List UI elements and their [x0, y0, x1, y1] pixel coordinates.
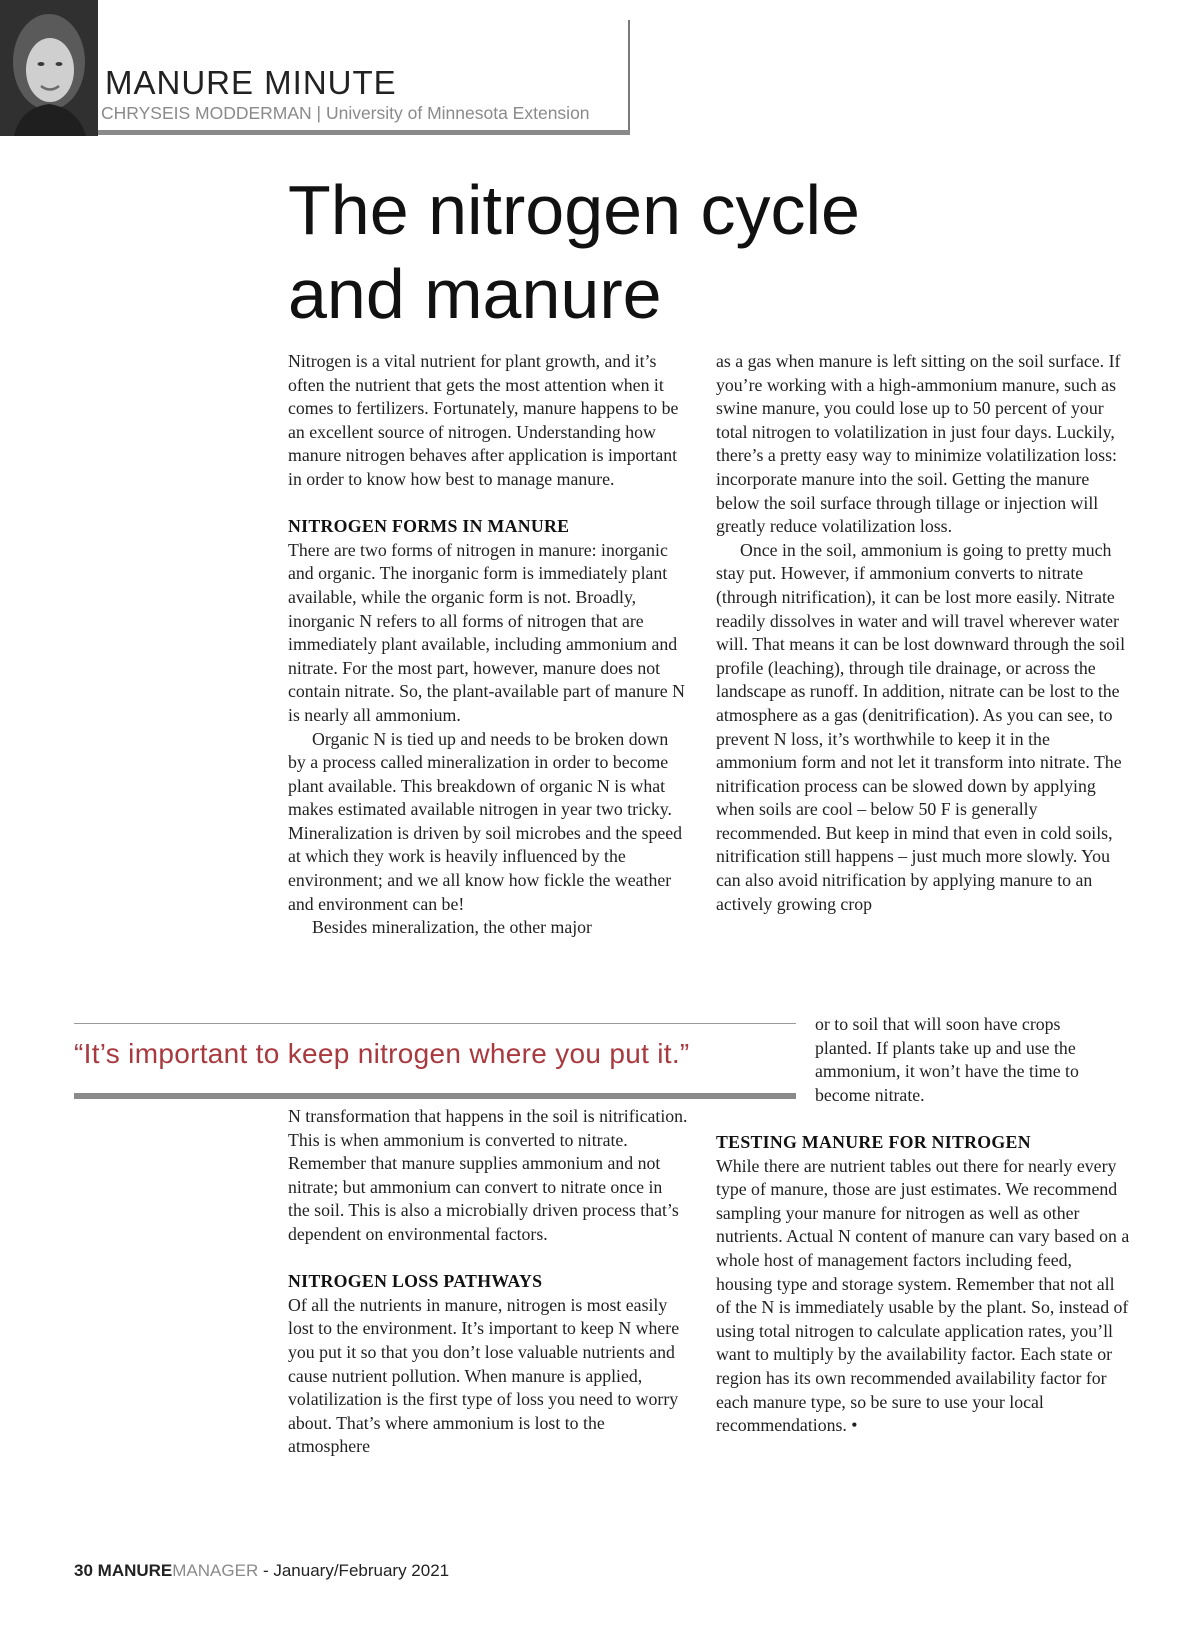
author-photo [0, 0, 98, 136]
pull-quote: “It’s important to keep nitrogen where you put it.” [74, 1038, 690, 1069]
pull-quote-rule-top [74, 1023, 796, 1024]
article-title [288, 168, 1088, 336]
issue-date: - January/February 2021 [262, 1561, 450, 1580]
loss-paragraph-2: Once in the soil, ammonium is going to pretty much stay put. However, if ammonium converts to nitrate (through nitrification), it can be lost more easily. Nitrate readily dissolves in water and will travel wherever water will. That means it can be lost downward through the soil profile (leaching), through tile drainage, or across the landscape as runoff. In addition, nitrate can be lost to the atmosphere as a gas (denitrification). As you can see, to prevent N loss, it’s worthwhile to keep it in the ammonium form and not let it transform into nitrate. The nitrification process can be slowed down by applying when soils are cool – below 50 F is generally recommended. But keep in mind that even in cold soils, nitrification still happens – just much more slowly. You can also avoid nitrification by applying manure to an actively growing crop [716, 539, 1126, 914]
article-title-line2: and manure [288, 255, 662, 333]
column-right-upper [716, 350, 1130, 916]
loss-paragraph-1-start: Of all the nutrients in manure, nitrogen is most easily lost to the environment. It’s important to keep N where you put it so that you don’t lose valuable nutrients and cause nutrient pollution. When manure is applied, volatilization is the first type of loss you need to worry about. That’s where ammonium is lost to the atmosphere [288, 1294, 680, 1457]
magazine-name-bold: MANURE [97, 1561, 173, 1580]
section-heading-loss: NITROGEN LOSS PATHWAYS [288, 1271, 543, 1292]
column-left-lower [288, 1105, 688, 1459]
pull-quote-rule-bottom [74, 1093, 796, 1099]
section-heading-testing: TESTING MANURE FOR NITROGEN [716, 1132, 1031, 1152]
testing-paragraph: While there are nutrient tables out there for nearly every type of manure, those are just estimates. We recommend sampling your manure for nitrogen as well as other nutrients. Actual N content of manure can vary based on a whole host of management factors including feed, housing type and storage system. Remember that not all of the N is immediately usable by the plant. So, instead of using total nitrogen to calculate application rates, you’ll want to multiply by the availability factor. Each state or region has its own recommended availability factor for each manure type, so be sure to use your local recommendations. • [716, 1155, 1130, 1436]
loss-paragraph-1-cont: as a gas when manure is left sitting on the soil surface. If you’re working with a high-ammonium manure, such as swine manure, you could lose up to 50 percent of your total nitrogen to volatilization in just four days. Luckily, there’s a pretty easy way to minimize volatilization loss: incorporate manure into the soil. Getting the manure below the soil surface through tillage or injection will greatly reduce volatilization loss. [716, 351, 1121, 537]
column-right-lower [716, 1131, 1130, 1438]
header-divider-horizontal [98, 130, 630, 135]
forms-paragraph-3-start: Besides mineralization, the other major [312, 917, 592, 938]
column-name: MANURE MINUTE [105, 64, 397, 101]
article-title-line1: The nitrogen cycle [288, 171, 860, 249]
column-right-wrap [815, 1013, 1115, 1107]
author-portrait-icon [0, 0, 98, 136]
page-number: 30 [74, 1561, 93, 1580]
forms-paragraph-2: Organic N is tied up and needs to be broken down by a process called mineralization in order to become plant available. This breakdown of organic N is what makes estimated available nitrogen in year two tricky. Mineralization is driven by soil microbes and the speed at which they work is heavily influenced by the environment; and we all know how fickle the weather and environment can be! [288, 728, 683, 914]
loss-paragraph-2-cont: or to soil that will soon have crops planted. If plants take up and use the ammonium, it won’t have the time to become nitrate. [815, 1014, 1079, 1105]
column-left-upper [288, 350, 688, 940]
section-heading-forms: NITROGEN FORMS IN MANURE [288, 516, 570, 537]
forms-paragraph-3-cont: N transformation that happens in the soil is nitrification. This is when ammonium is converted to nitrate. Remember that manure supplies ammonium and not nitrate; but ammonium can convert to nitrate once in the soil. This is also a microbially driven process that’s dependent on environmental factors. [288, 1106, 688, 1244]
header-divider-vertical [628, 20, 630, 133]
forms-paragraph-1: There are two forms of nitrogen in manure: inorganic and organic. The inorganic form is immediately plant available, while the organic form is not. Broadly, inorganic N refers to all forms of nitrogen that are immediately plant available, including ammonium and nitrate. For the most part, however, manure does not contain nitrate. So, the plant-available part of manure N is nearly all ammonium. [288, 539, 685, 725]
author-byline: CHRYSEIS MODDERMAN | University of Minnesota Extension [101, 103, 590, 123]
intro-paragraph: Nitrogen is a vital nutrient for plant growth, and it’s often the nutrient that gets the most attention when it comes to fertilizers. Fortunately, manure happens to be an excellent source of nitrogen. Understanding how manure nitrogen behaves after application is important in order to know how best to manage manure. [288, 351, 679, 489]
page-footer [74, 1561, 449, 1581]
magazine-name-light: MANAGER [172, 1561, 259, 1580]
